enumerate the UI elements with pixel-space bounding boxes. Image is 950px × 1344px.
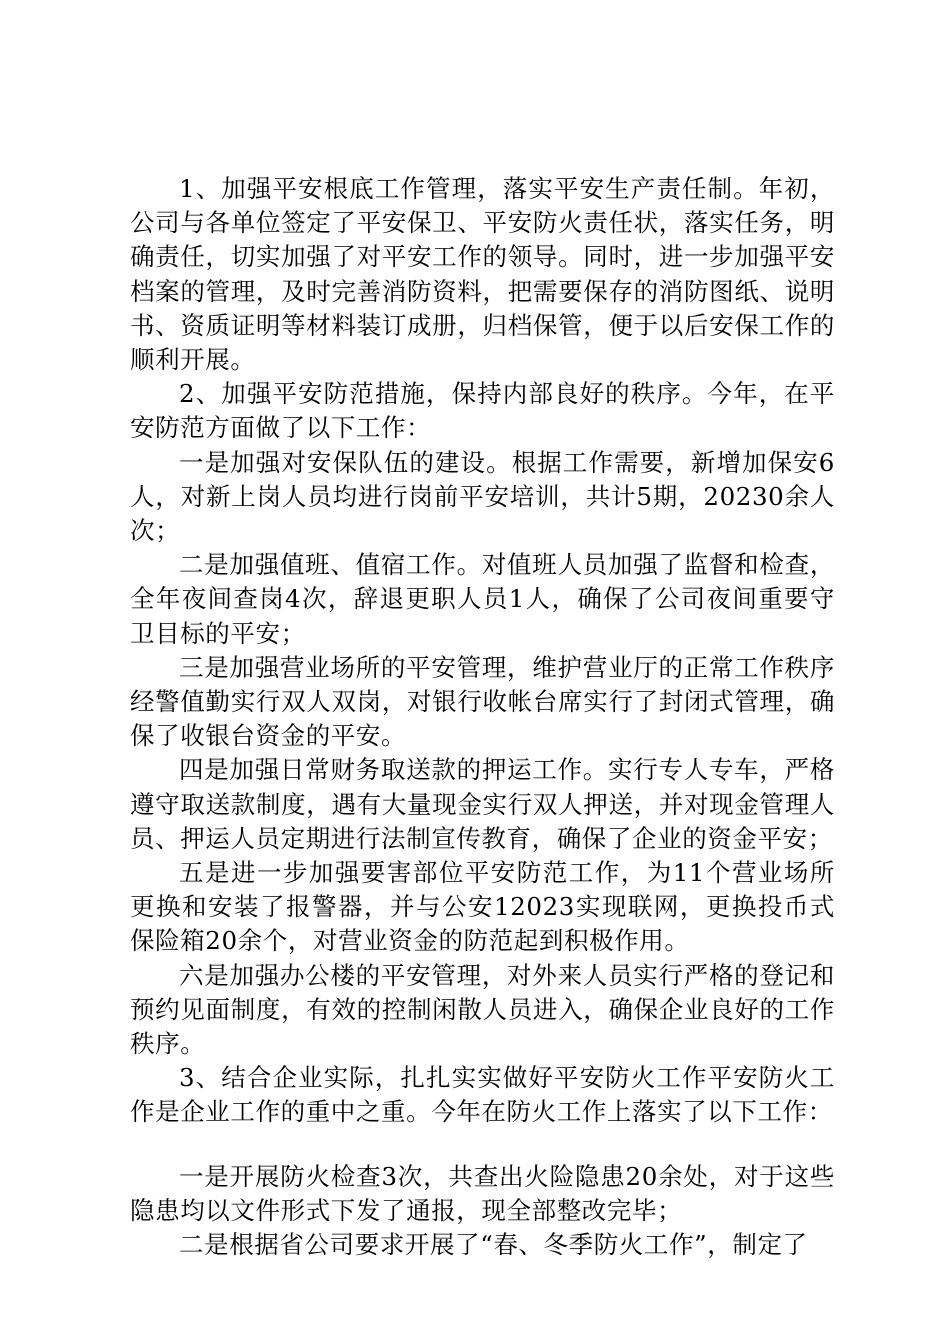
paragraph-security-team: 一是加强对安保队伍的建设。根据工作需要，新增加保安6人，对新上岗人员均进行岗前平安培训，共计5期，20230余人次； (130, 447, 835, 546)
paragraph-seasonal-fire-work: 二是根据省公司要求开展了“春、冬季防火工作”，制定了 (179, 1230, 808, 1260)
paragraph-2-security-measures: 2、加强平安防范措施，保持内部良好的秩序。今年，在平安防范方面做了以下工作： (130, 379, 835, 443)
paragraph-1-responsibility-system: 1、加强平安根底工作管理，落实平安生产责任制。年初，公司与各单位签定了平安保卫、平安防火责任状，落实任务，明确责任，切实加强了对平安工作的领导。同时，进一步加强平安档案的管理，及时完善消防资料，把需要保存的消防图纸、说明书、资质证明等材料装订成册，归档保管，便于以后安保工作的顺利开展。 (130, 174, 835, 375)
paragraph-3-fire-prevention: 3、结合企业实际，扎扎实实做好平安防火工作平安防火工作是企业工作的重中之重。今年在防火工作上落实了以下工作： (130, 1063, 835, 1127)
paragraph-fire-inspection: 一是开展防火检查3次，共查出火险隐患20余处，对于这些隐患均以文件形式下发了通报，现全部整改完毕； (130, 1161, 835, 1225)
document-body (130, 172, 835, 1262)
paragraph-cash-escort: 四是加强日常财务取送款的押运工作。实行专人专车，严格遵守取送款制度，遇有大量现金实行双人押送，并对现金管理人员、押运人员定期进行法制宣传教育，确保了企业的资金平安； (130, 755, 835, 853)
paragraph-business-premises: 三是加强营业场所的平安管理，维护营业厅的正常工作秩序经警值勤实行双人双岗，对银行收帐台席实行了封闭式管理，确保了收银台资金的平安。 (130, 652, 835, 751)
paragraph-duty-shifts: 二是加强值班、值宿工作。对值班人员加强了监督和检查，全年夜间查岗4次，辞退更职人员1人，确保了公司夜间重要守卫目标的平安； (130, 550, 835, 648)
paragraph-key-areas: 五是进一步加强要害部位平安防范工作，为11个营业场所更换和安装了报警器，并与公安12023实现联网，更换投币式保险箱20余个，对营业资金的防范起到积极作用。 (130, 858, 835, 956)
paragraph-office-building: 六是加强办公楼的平安管理，对外来人员实行严格的登记和预约见面制度，有效的控制闲散人员进入，确保企业良好的工作秩序。 (130, 960, 835, 1059)
paragraph-gap (130, 1130, 835, 1160)
